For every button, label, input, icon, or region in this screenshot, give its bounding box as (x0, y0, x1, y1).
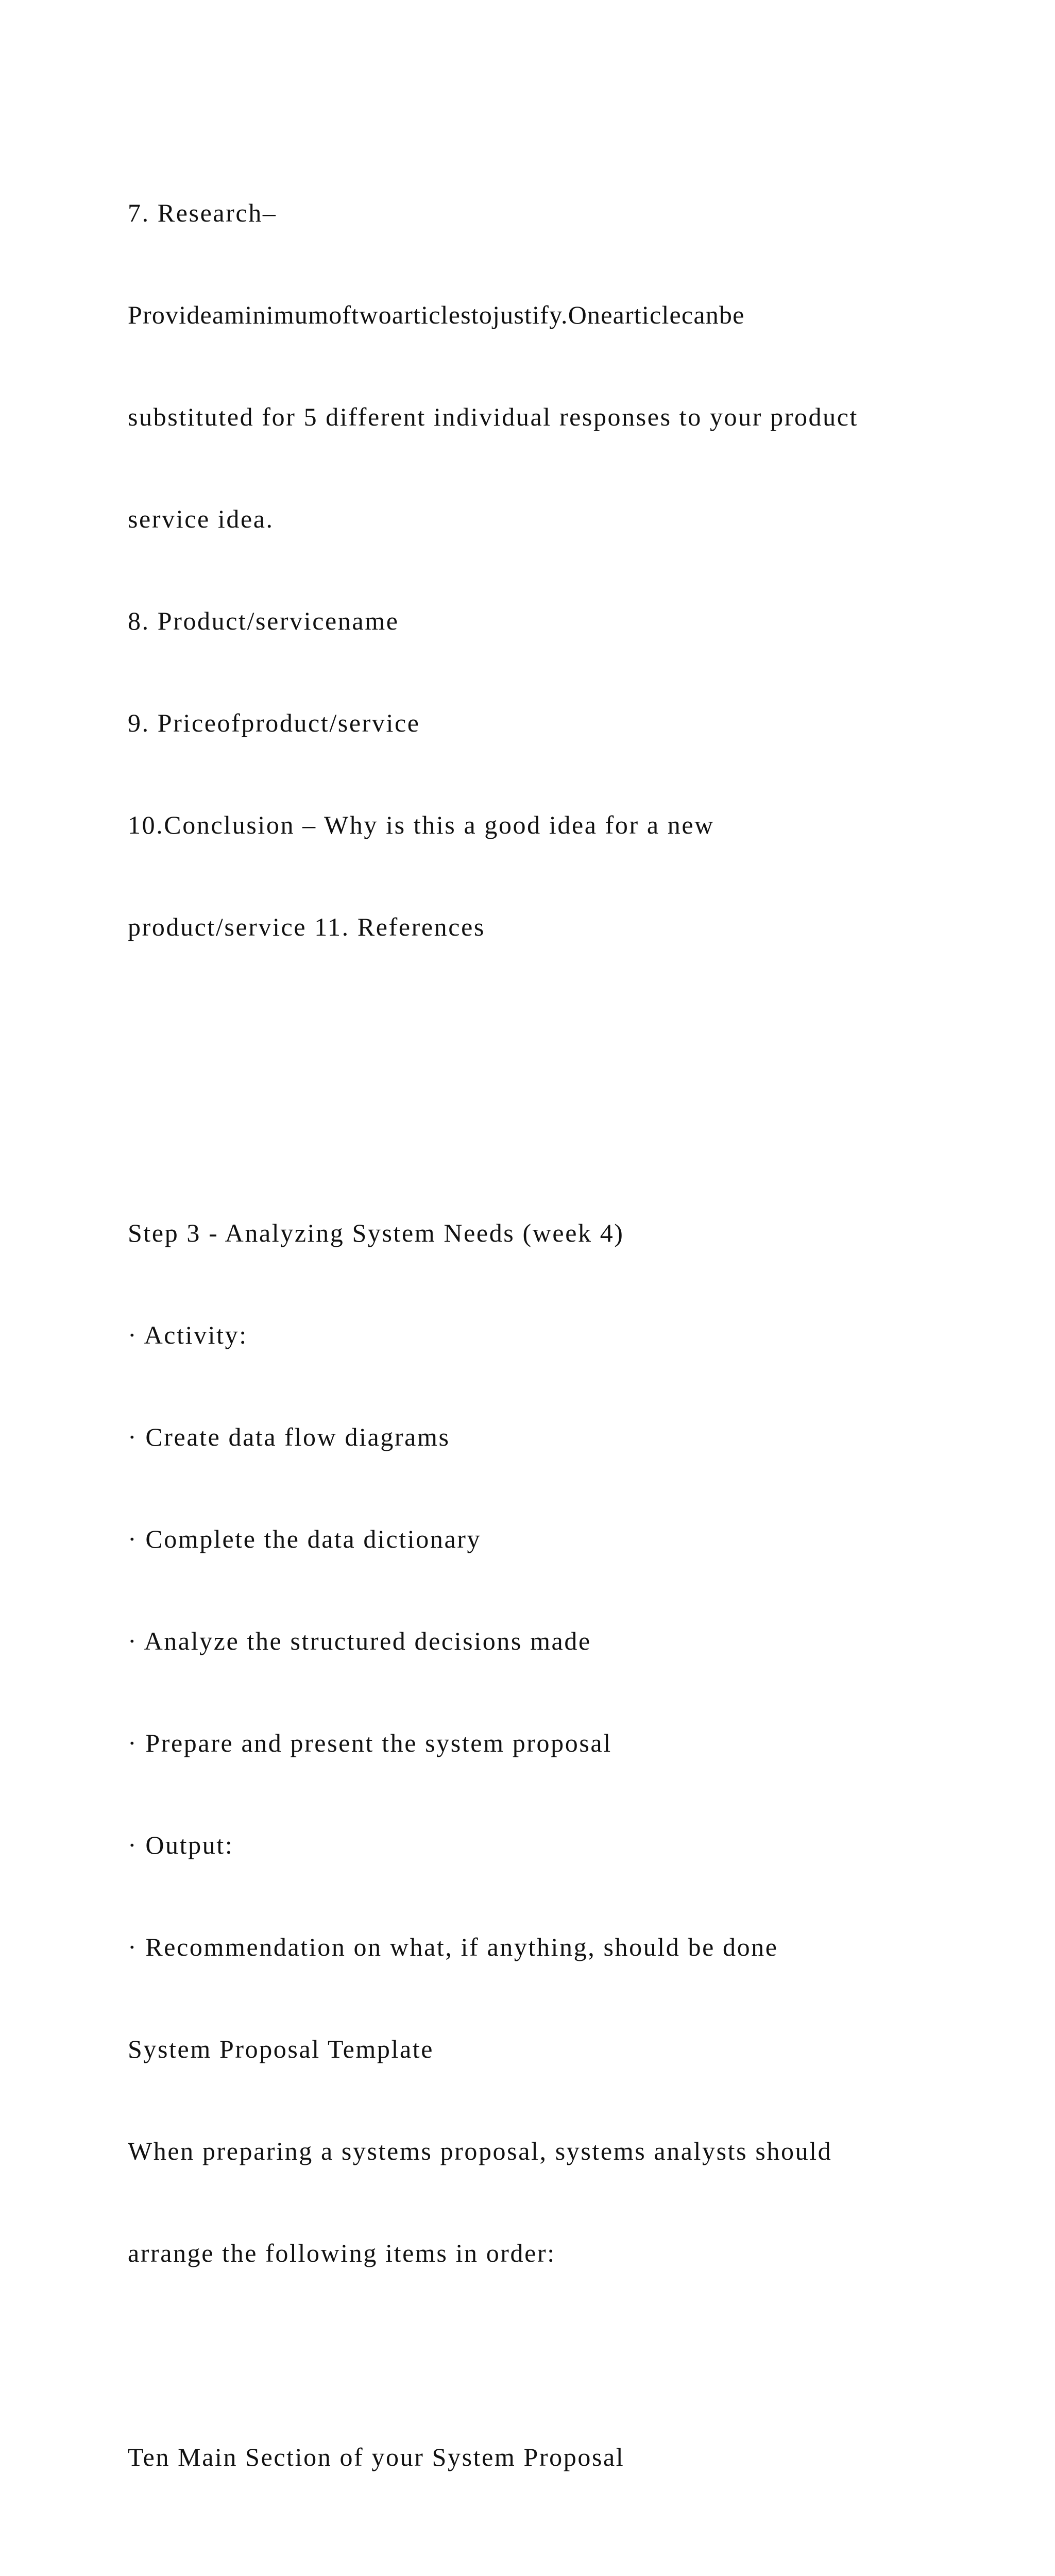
blank-line (128, 2542, 973, 2576)
text-line: 10.Conclusion – Why is this a good idea for a new (128, 810, 714, 839)
text-line: 8. Product/servicename (128, 606, 399, 635)
text-line: arrange the following items in order: (128, 2239, 556, 2267)
list-item: · Output: (128, 1831, 234, 1859)
list-item: · Recommendation on what, if anything, should be done (128, 1933, 778, 1961)
text-line: product/service 11. References (128, 912, 485, 941)
text-line: System Proposal Template (128, 2035, 434, 2063)
list-item: · Complete the data dictionary (128, 1524, 482, 1553)
list-item: · Prepare and present the system proposal (128, 1728, 612, 1757)
text-line: When preparing a systems proposal, systems analysts should (128, 2137, 832, 2165)
text-line: substituted for 5 different individual responses to your product (128, 402, 859, 431)
document-body (128, 128, 973, 2576)
list-item: · Analyze the structured decisions made (128, 1626, 591, 1655)
blank-line (128, 1114, 973, 1148)
text-line: 7. Research– (128, 198, 277, 227)
text-line: 9. Priceofproduct/service (128, 708, 420, 737)
section-heading: Ten Main Section of your System Proposal (128, 2443, 625, 2471)
list-item: · Activity: (128, 1320, 248, 1349)
section-heading: Step 3 - Analyzing System Needs (week 4) (128, 1218, 624, 1247)
blank-line (128, 1012, 973, 1046)
text-line: Provideaminimumoftwoarticlestojustify.Onearticlecanbe (128, 300, 745, 329)
list-item: · Create data flow diagrams (128, 1422, 450, 1451)
blank-line (128, 2338, 973, 2372)
text-line: service idea. (128, 504, 274, 533)
